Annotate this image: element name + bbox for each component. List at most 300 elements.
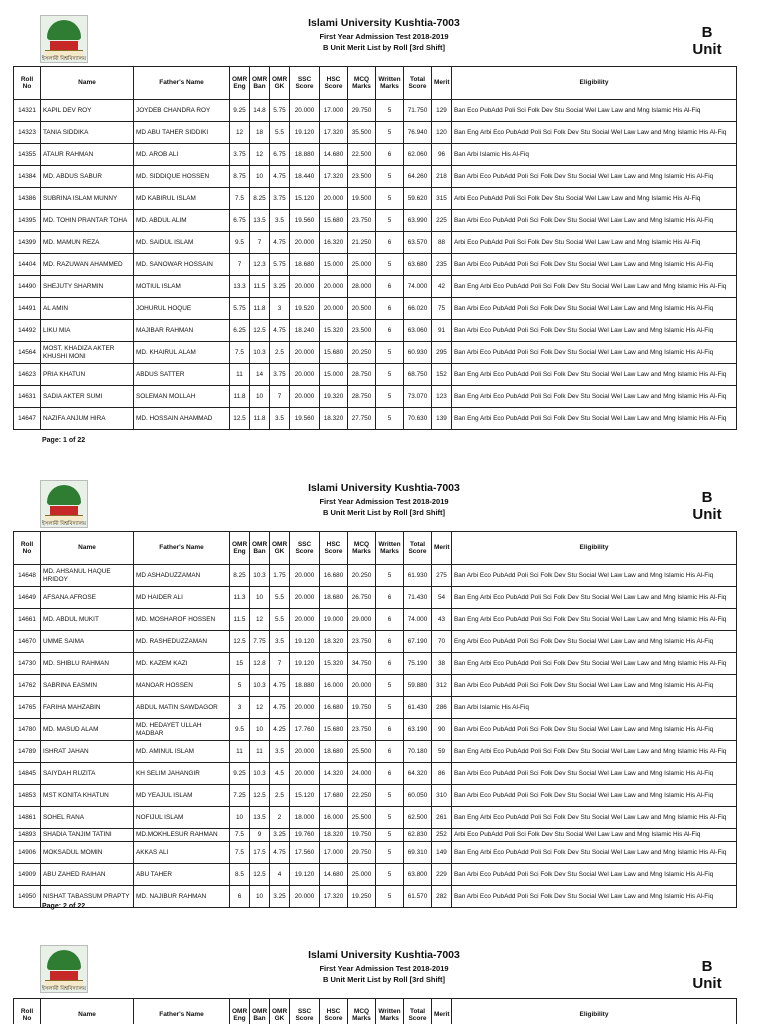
cell-hsc: 15.680 [320, 342, 348, 364]
cell-father: ABDUS SATTER [134, 364, 230, 386]
cell-merit: 123 [432, 386, 452, 408]
cell-father: MD. MOSHAROF HOSSEN [134, 609, 230, 631]
column-header: OMR GK [270, 532, 290, 565]
cell-eng: 8.25 [230, 565, 250, 587]
cell-hsc: 20.000 [320, 276, 348, 298]
cell-gk: 4.75 [270, 842, 290, 864]
cell-ban: 10.3 [250, 763, 270, 785]
cell-gk: 2.5 [270, 785, 290, 807]
cell-elig: Ban Arbi Eco PubAdd Poli Sci Folk Dev Stu Social Wel Law Law and Mng Islamic His Al-Fiq [452, 565, 737, 587]
cell-written: 5 [376, 122, 404, 144]
table-row [14, 364, 737, 386]
cell-father: MD.MOKHLESUR RAHMAN [134, 829, 230, 842]
cell-eng: 9.5 [230, 232, 250, 254]
cell-father: MD. HOSSAIN AHAMMAD [134, 408, 230, 430]
cell-ban: 10 [250, 587, 270, 609]
cell-mcq: 23.750 [348, 631, 376, 653]
cell-elig: Ban Eng Arbi Eco PubAdd Poli Sci Folk Dev Stu Social Wel Law Law and Mng Islamic His Al-Fiq [452, 653, 737, 675]
column-header: Merit [432, 532, 452, 565]
table-row [14, 210, 737, 232]
cell-ssc: 19.120 [290, 122, 320, 144]
cell-hsc: 16.320 [320, 232, 348, 254]
cell-roll: 14762 [14, 675, 41, 697]
cell-written: 6 [376, 276, 404, 298]
cell-merit: 96 [432, 144, 452, 166]
cell-ban: 12 [250, 609, 270, 631]
cell-gk: 2 [270, 807, 290, 829]
cell-eng: 15 [230, 653, 250, 675]
cell-name: MD. ABDUS SABUR [41, 166, 134, 188]
column-header: Total Score [404, 67, 432, 100]
column-header: OMR GK [270, 999, 290, 1024]
cell-ssc: 18.000 [290, 807, 320, 829]
cell-elig: Ban Eng Arbi Eco PubAdd Poli Sci Folk Dev Stu Social Wel Law Law and Mng Islamic His Al-Fiq [452, 364, 737, 386]
cell-merit: 229 [432, 864, 452, 886]
cell-name: NISHAT TABASSUM PRAPTY [41, 886, 134, 908]
cell-ssc: 18.880 [290, 675, 320, 697]
cell-total: 62.830 [404, 829, 432, 842]
column-header: OMR Eng [230, 999, 250, 1024]
column-header: Eligibility [452, 67, 737, 100]
cell-father: JOYDEB CHANDRA ROY [134, 100, 230, 122]
cell-roll: 14623 [14, 364, 41, 386]
unit-word: Unit [692, 975, 722, 992]
cell-elig: Ban Eng Arbi Eco PubAdd Poli Sci Folk Dev Stu Social Wel Law Law and Mng Islamic His Al-Fiq [452, 609, 737, 631]
cell-elig: Ban Arbi Eco PubAdd Poli Sci Folk Dev Stu Social Wel Law Law and Mng Islamic His Al-Fiq [452, 864, 737, 886]
cell-hsc: 15.320 [320, 653, 348, 675]
column-header: OMR Ban [250, 999, 270, 1024]
cell-total: 71.750 [404, 100, 432, 122]
cell-mcq: 29.750 [348, 842, 376, 864]
cell-mcq: 23.500 [348, 320, 376, 342]
page-footer: Page: 2 of 22 [42, 903, 86, 910]
cell-merit: 218 [432, 166, 452, 188]
cell-gk: 4.5 [270, 763, 290, 785]
cell-roll: 14386 [14, 188, 41, 210]
cell-written: 5 [376, 886, 404, 908]
cell-elig: Ban Arbi Eco PubAdd Poli Sci Folk Dev Stu Social Wel Law Law and Mng Islamic His Al-Fiq [452, 166, 737, 188]
cell-ban: 12 [250, 697, 270, 719]
unit-label [682, 489, 732, 523]
cell-name: MD. ABDUL MUKIT [41, 609, 134, 631]
page-footer: Page: 1 of 22 [42, 437, 86, 444]
cell-ssc: 20.000 [290, 741, 320, 763]
cell-ban: 9 [250, 829, 270, 842]
cell-roll: 14404 [14, 254, 41, 276]
table-row [14, 320, 737, 342]
column-header: Father's Name [134, 532, 230, 565]
cell-total: 60.930 [404, 342, 432, 364]
cell-elig: Ban Eng Arbi Eco PubAdd Poli Sci Folk Dev Stu Social Wel Law Law and Mng Islamic His Al-Fiq [452, 386, 737, 408]
cell-total: 61.570 [404, 886, 432, 908]
cell-written: 5 [376, 565, 404, 587]
cell-elig: Ban Arbi Islamic His Al-Fiq [452, 697, 737, 719]
cell-roll: 14395 [14, 210, 41, 232]
cell-eng: 11 [230, 364, 250, 386]
cell-total: 68.750 [404, 364, 432, 386]
cell-name: PRIA KHATUN [41, 364, 134, 386]
list-subtitle: B Unit Merit List by Roll [3rd Shift] [322, 508, 446, 517]
cell-hsc: 14.680 [320, 144, 348, 166]
cell-mcq: 27.750 [348, 408, 376, 430]
cell-gk: 4.75 [270, 697, 290, 719]
cell-elig: Ban Eng Arbi Eco PubAdd Poli Sci Folk Dev Stu Social Wel Law Law and Mng Islamic His Al-Fiq [452, 276, 737, 298]
cell-mcq: 25.500 [348, 741, 376, 763]
cell-ssc: 20.000 [290, 587, 320, 609]
cell-ban: 11.8 [250, 298, 270, 320]
cell-father: MD. AROB ALI [134, 144, 230, 166]
cell-elig: Ban Arbi Eco PubAdd Poli Sci Folk Dev Stu Social Wel Law Law and Mng Islamic His Al-Fiq [452, 886, 737, 908]
cell-father: MD. HEDAYET ULLAH MADBAR [134, 719, 230, 741]
cell-name: SAIYDAH RUZITA [41, 763, 134, 785]
column-header: OMR Eng [230, 532, 250, 565]
cell-written: 6 [376, 741, 404, 763]
cell-name: MD. SHIBLU RAHMAN [41, 653, 134, 675]
cell-merit: 312 [432, 675, 452, 697]
cell-ssc: 19.520 [290, 298, 320, 320]
unit-word: Unit [692, 41, 722, 58]
cell-ban: 12.5 [250, 785, 270, 807]
cell-eng: 11 [230, 741, 250, 763]
cell-ban: 7.75 [250, 631, 270, 653]
cell-ssc: 19.560 [290, 408, 320, 430]
cell-total: 62.500 [404, 807, 432, 829]
cell-elig: Ban Eng Arbi Eco PubAdd Poli Sci Folk Dev Stu Social Wel Law Law and Mng Islamic His Al-Fiq [452, 122, 737, 144]
cell-ban: 12.5 [250, 320, 270, 342]
cell-father: ABDUL MATIN SAWDAGOR [134, 697, 230, 719]
column-header: Name [41, 999, 134, 1024]
cell-eng: 11.5 [230, 609, 250, 631]
cell-father: MD. RASHEDUZZAMAN [134, 631, 230, 653]
cell-mcq: 19.750 [348, 829, 376, 842]
cell-roll: 14765 [14, 697, 41, 719]
cell-hsc: 18.680 [320, 587, 348, 609]
cell-mcq: 19.750 [348, 697, 376, 719]
column-header: OMR GK [270, 67, 290, 100]
column-header: Written Marks [376, 532, 404, 565]
cell-ssc: 20.000 [290, 565, 320, 587]
cell-ssc: 19.120 [290, 653, 320, 675]
cell-name: SUBRINA ISLAM MUNNY [41, 188, 134, 210]
cell-eng: 6.75 [230, 210, 250, 232]
cell-hsc: 15.000 [320, 254, 348, 276]
merit-page-1 [0, 0, 768, 465]
column-header: OMR Ban [250, 67, 270, 100]
cell-father: MOTIUL ISLAM [134, 276, 230, 298]
cell-eng: 13.3 [230, 276, 250, 298]
cell-ban: 13.5 [250, 807, 270, 829]
cell-mcq: 23.500 [348, 166, 376, 188]
cell-written: 6 [376, 719, 404, 741]
cell-merit: 120 [432, 122, 452, 144]
cell-eng: 9.25 [230, 763, 250, 785]
cell-eng: 9.25 [230, 100, 250, 122]
cell-name: AL AMIN [41, 298, 134, 320]
cell-father: MD. SIDDIQUE HOSSEN [134, 166, 230, 188]
cell-ssc: 20.000 [290, 100, 320, 122]
cell-roll: 14490 [14, 276, 41, 298]
cell-total: 64.320 [404, 763, 432, 785]
cell-hsc: 14.320 [320, 763, 348, 785]
cell-name: SABRINA EASMIN [41, 675, 134, 697]
cell-written: 5 [376, 166, 404, 188]
cell-roll: 14323 [14, 122, 41, 144]
test-subtitle: First Year Admission Test 2018-2019 [319, 497, 449, 506]
cell-name: MD. MAMUN REZA [41, 232, 134, 254]
cell-elig: Ban Arbi Eco PubAdd Poli Sci Folk Dev Stu Social Wel Law Law and Mng Islamic His Al-Fiq [452, 298, 737, 320]
list-subtitle: B Unit Merit List by Roll [3rd Shift] [322, 43, 446, 52]
cell-name: NAZIFA ANJUM HIRA [41, 408, 134, 430]
cell-eng: 5.75 [230, 298, 250, 320]
cell-mcq: 25.000 [348, 864, 376, 886]
cell-mcq: 20.000 [348, 675, 376, 697]
cell-ban: 11.8 [250, 408, 270, 430]
column-header: OMR Ban [250, 532, 270, 565]
cell-gk: 1.75 [270, 565, 290, 587]
cell-eng: 6 [230, 886, 250, 908]
cell-name: MOKSADUL MOMIN [41, 842, 134, 864]
cell-elig: Ban Arbi Islamic His Al-Fiq [452, 144, 737, 166]
cell-hsc: 17.320 [320, 166, 348, 188]
cell-mcq: 19.250 [348, 886, 376, 908]
cell-hsc: 16.000 [320, 675, 348, 697]
cell-roll: 14647 [14, 408, 41, 430]
cell-elig: Arbi Eco PubAdd Poli Sci Folk Dev Stu Social Wel Law Law and Mng Islamic His Al-Fiq [452, 188, 737, 210]
table-row [14, 697, 737, 719]
table-row [14, 166, 737, 188]
cell-ssc: 20.000 [290, 886, 320, 908]
cell-gk: 3.5 [270, 631, 290, 653]
cell-total: 59.880 [404, 675, 432, 697]
cell-written: 6 [376, 609, 404, 631]
cell-gk: 3.25 [270, 276, 290, 298]
cell-written: 6 [376, 320, 404, 342]
column-header: MCQ Marks [348, 999, 376, 1024]
cell-merit: 139 [432, 408, 452, 430]
table-row [14, 232, 737, 254]
cell-elig: Ban Arbi Eco PubAdd Poli Sci Folk Dev Stu Social Wel Law Law and Mng Islamic His Al-Fiq [452, 254, 737, 276]
table-header-row [14, 67, 737, 100]
table-row [14, 741, 737, 763]
cell-written: 5 [376, 408, 404, 430]
cell-name: ABU ZAHED RAIHAN [41, 864, 134, 886]
cell-gk: 4.75 [270, 675, 290, 697]
cell-ssc: 18.680 [290, 254, 320, 276]
cell-mcq: 20.250 [348, 565, 376, 587]
cell-gk: 2.5 [270, 342, 290, 364]
cell-ban: 18 [250, 122, 270, 144]
cell-roll: 14845 [14, 763, 41, 785]
cell-merit: 261 [432, 807, 452, 829]
cell-mcq: 22.250 [348, 785, 376, 807]
cell-eng: 9.5 [230, 719, 250, 741]
list-subtitle: B Unit Merit List by Roll [3rd Shift] [322, 975, 446, 984]
column-header: Written Marks [376, 67, 404, 100]
table-row [14, 587, 737, 609]
logo-caption: ইসলামী বিশ্ববিদ্যালয় [41, 521, 87, 527]
cell-written: 5 [376, 697, 404, 719]
cell-mcq: 34.750 [348, 653, 376, 675]
table-row [14, 829, 737, 842]
cell-written: 6 [376, 232, 404, 254]
cell-roll: 14399 [14, 232, 41, 254]
cell-total: 61.430 [404, 697, 432, 719]
cell-name: MST KONITA KHATUN [41, 785, 134, 807]
cell-hsc: 17.680 [320, 785, 348, 807]
cell-mcq: 26.750 [348, 587, 376, 609]
cell-ban: 10.3 [250, 565, 270, 587]
column-header: HSC Score [320, 532, 348, 565]
cell-ban: 13.5 [250, 210, 270, 232]
merit-table [13, 66, 737, 430]
cell-written: 5 [376, 829, 404, 842]
table-header-row [14, 532, 737, 565]
cell-written: 5 [376, 785, 404, 807]
merit-table [13, 998, 737, 1024]
cell-gk: 4.25 [270, 719, 290, 741]
cell-eng: 5 [230, 675, 250, 697]
cell-written: 6 [376, 631, 404, 653]
university-title: Islami University Kushtia-7003 [308, 949, 460, 961]
column-header: Eligibility [452, 532, 737, 565]
cell-mcq: 23.750 [348, 210, 376, 232]
cell-mcq: 22.500 [348, 144, 376, 166]
cell-gk: 4.75 [270, 232, 290, 254]
cell-total: 66.020 [404, 298, 432, 320]
cell-gk: 6.75 [270, 144, 290, 166]
unit-label [682, 958, 732, 992]
cell-gk: 3.5 [270, 210, 290, 232]
cell-hsc: 15.680 [320, 210, 348, 232]
cell-ssc: 20.000 [290, 697, 320, 719]
cell-gk: 3.25 [270, 886, 290, 908]
cell-gk: 3.5 [270, 408, 290, 430]
cell-name: FARIHA MAHZABIN [41, 697, 134, 719]
cell-name: ATAUR RAHMAN [41, 144, 134, 166]
cell-hsc: 16.680 [320, 697, 348, 719]
cell-name: MD. MASUD ALAM [41, 719, 134, 741]
cell-ban: 10 [250, 886, 270, 908]
cell-ban: 10.3 [250, 675, 270, 697]
cell-ban: 12.8 [250, 653, 270, 675]
table-row [14, 807, 737, 829]
cell-roll: 14906 [14, 842, 41, 864]
cell-name: SHADIA TANJIM TATINI [41, 829, 134, 842]
unit-letter: B [701, 958, 713, 975]
cell-father: MD. KAZEM KAZI [134, 653, 230, 675]
table-row [14, 276, 737, 298]
cell-eng: 7.5 [230, 342, 250, 364]
cell-written: 6 [376, 653, 404, 675]
cell-ssc: 18.240 [290, 320, 320, 342]
table-row [14, 144, 737, 166]
cell-merit: 152 [432, 364, 452, 386]
column-header: SSC Score [290, 532, 320, 565]
cell-ssc: 17.760 [290, 719, 320, 741]
cell-written: 5 [376, 386, 404, 408]
cell-hsc: 19.320 [320, 386, 348, 408]
cell-mcq: 21.250 [348, 232, 376, 254]
cell-ban: 7 [250, 232, 270, 254]
cell-gk: 7 [270, 653, 290, 675]
column-header: HSC Score [320, 67, 348, 100]
cell-roll: 14780 [14, 719, 41, 741]
cell-total: 60.050 [404, 785, 432, 807]
cell-merit: 225 [432, 210, 452, 232]
cell-ssc: 15.120 [290, 188, 320, 210]
cell-ban: 10 [250, 719, 270, 741]
column-header: Roll No [14, 999, 41, 1024]
cell-father: JOHURUL HOQUE [134, 298, 230, 320]
cell-total: 74.000 [404, 276, 432, 298]
cell-eng: 3 [230, 697, 250, 719]
table-row [14, 631, 737, 653]
cell-name: KAPIL DEV ROY [41, 100, 134, 122]
cell-father: MD. NAJIBUR RAHMAN [134, 886, 230, 908]
cell-ssc: 17.560 [290, 842, 320, 864]
column-header: Merit [432, 67, 452, 100]
unit-letter: B [701, 24, 713, 41]
cell-elig: Ban Arbi Eco PubAdd Poli Sci Folk Dev Stu Social Wel Law Law and Mng Islamic His Al-Fiq [452, 342, 737, 364]
cell-eng: 8.75 [230, 166, 250, 188]
column-header: Eligibility [452, 999, 737, 1024]
cell-roll: 14649 [14, 587, 41, 609]
cell-name: UMME SAIMA [41, 631, 134, 653]
cell-father: MD HAIDER ALI [134, 587, 230, 609]
cell-father: NOFIJUL ISLAM [134, 807, 230, 829]
column-header: Merit [432, 999, 452, 1024]
test-subtitle: First Year Admission Test 2018-2019 [319, 964, 449, 973]
cell-gk: 5.5 [270, 609, 290, 631]
cell-total: 75.190 [404, 653, 432, 675]
table-row [14, 565, 737, 587]
cell-eng: 11.3 [230, 587, 250, 609]
cell-total: 67.190 [404, 631, 432, 653]
cell-gk: 5.5 [270, 587, 290, 609]
cell-merit: 91 [432, 320, 452, 342]
cell-father: SOLEMAN MOLLAH [134, 386, 230, 408]
cell-eng: 7.25 [230, 785, 250, 807]
cell-roll: 14491 [14, 298, 41, 320]
cell-gk: 7 [270, 386, 290, 408]
cell-roll: 14909 [14, 864, 41, 886]
table-row [14, 675, 737, 697]
cell-ban: 14 [250, 364, 270, 386]
cell-merit: 310 [432, 785, 452, 807]
cell-total: 74.000 [404, 609, 432, 631]
cell-eng: 7.5 [230, 829, 250, 842]
cell-elig: Ban Eng Arbi Eco PubAdd Poli Sci Folk Dev Stu Social Wel Law Law and Mng Islamic His Al-Fiq [452, 807, 737, 829]
table-row [14, 653, 737, 675]
cell-ssc: 20.000 [290, 763, 320, 785]
column-header: Name [41, 532, 134, 565]
cell-hsc: 20.000 [320, 298, 348, 320]
cell-ssc: 19.120 [290, 631, 320, 653]
column-header: Father's Name [134, 67, 230, 100]
cell-gk: 5.75 [270, 254, 290, 276]
cell-elig: Ban Arbi Eco PubAdd Poli Sci Folk Dev Stu Social Wel Law Law and Mng Islamic His Al-Fiq [452, 675, 737, 697]
cell-written: 5 [376, 364, 404, 386]
cell-elig: Ban Eng Arbi Eco PubAdd Poli Sci Folk Dev Stu Social Wel Law Law and Mng Islamic His Al-Fiq [452, 587, 737, 609]
cell-gk: 3.75 [270, 188, 290, 210]
cell-name: MD. AHSANUL HAQUE HRIDOY [41, 565, 134, 587]
university-title: Islami University Kushtia-7003 [308, 482, 460, 494]
table-row [14, 342, 737, 364]
column-header: MCQ Marks [348, 67, 376, 100]
cell-elig: Ban Eng Arbi Eco PubAdd Poli Sci Folk Dev Stu Social Wel Law Law and Mng Islamic His Al-Fiq [452, 842, 737, 864]
column-header: Name [41, 67, 134, 100]
logo-caption: ইসলামী বিশ্ববিদ্যালয় [41, 56, 87, 62]
